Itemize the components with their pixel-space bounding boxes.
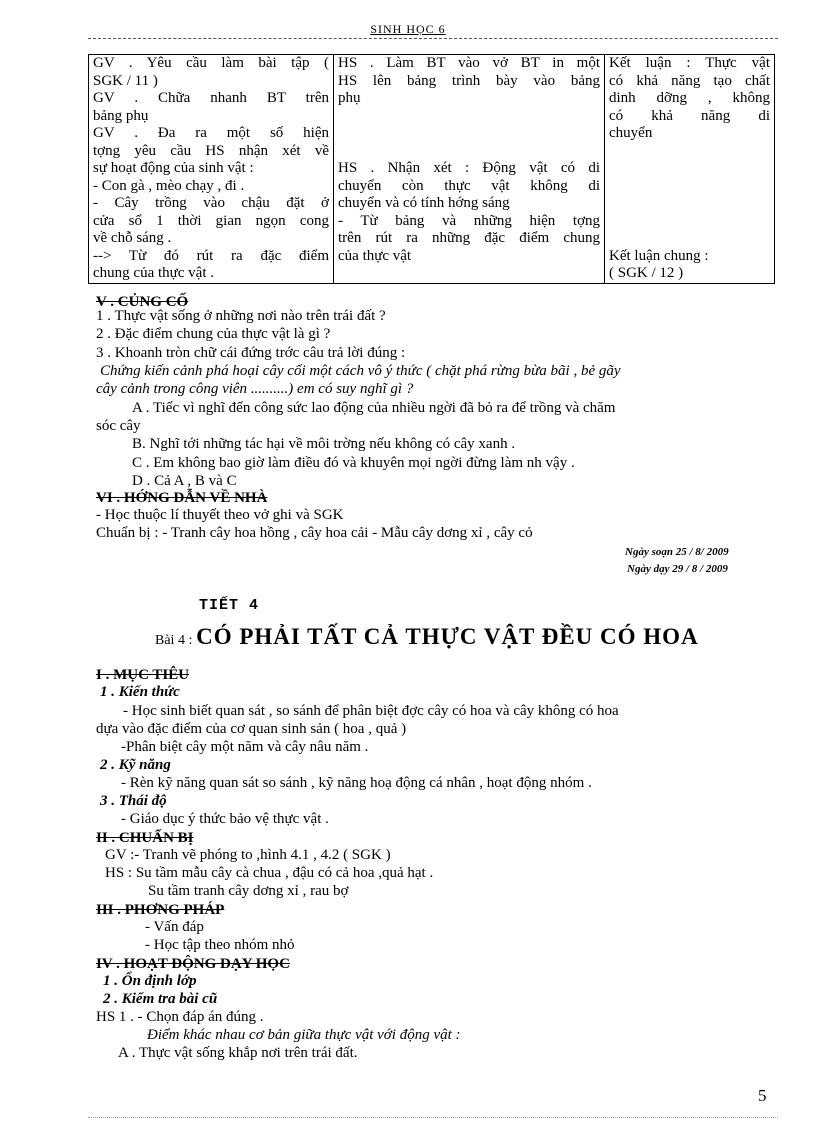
- cell-line: có khả năng tạo chất: [609, 72, 770, 89]
- section-ii-heading: II . CHUẨN BỊ: [96, 830, 194, 846]
- cell-line: có khả năng di: [609, 107, 770, 124]
- question-1: 1 . Thực vật sống ở những nơi nào trên trái đất ?: [96, 308, 386, 324]
- cell-line: phụ: [338, 90, 361, 106]
- prep-student-cont: Su tầm tranh cây dơng xỉ , rau bợ: [148, 883, 349, 899]
- cell-line: chuyển còn thực vật không di: [338, 177, 600, 194]
- answer-c: C . Em không bao giờ làm điều đó và khuyên mọi ngời đừng làm nh vậy .: [132, 455, 575, 471]
- cell-line: [609, 195, 770, 213]
- skills-item-1: - Rèn kỹ năng quan sát so sánh , kỹ năng hoạ động cá nhân , hoạt động nhóm .: [121, 775, 592, 791]
- student-activity-cell: [334, 55, 605, 284]
- answer-b: B. Nghĩ tới những tác hại về môi trờng nếu không có cây xanh .: [132, 436, 516, 452]
- check-question: Điểm khác nhau cơ bản giữa thực vật với động vật :: [147, 1027, 461, 1043]
- skills-heading: 2 . Kỹ năng: [100, 757, 171, 773]
- cell-line: [609, 213, 770, 231]
- cell-line: HS . Nhận xét : Động vật có di: [338, 160, 600, 176]
- section-iv-heading: IV . HOẠT ĐỘNG DẠY HỌC: [96, 956, 290, 972]
- section-iii-heading: III . PHƠNG PHÁP: [96, 902, 225, 918]
- question-2: 2 . Đặc điểm chung của thực vật là gì ?: [96, 326, 331, 342]
- question-3: 3 . Khoanh tròn chữ cái đứng trớc câu trả lời đúng :: [96, 345, 406, 361]
- activity-item-2: 2 . Kiểm tra bài cũ: [103, 991, 218, 1007]
- knowledge-item-1: - Học sinh biết quan sát , so sánh để phân biệt đợc cây có hoa và cây không có hoa: [123, 703, 619, 719]
- prep-student: HS : Su tầm mẫu cây cà chua , đậu có cả hoa ,quả hạt .: [105, 865, 434, 881]
- section-v-heading: V . CỦNG CỐ: [96, 294, 189, 310]
- cell-line: của thực vật: [338, 247, 412, 264]
- cell-line: trên rút ra những đặc điểm chung: [338, 230, 600, 246]
- cell-line: - Từ bảng và những hiện tợng: [338, 212, 600, 229]
- cell-line: [338, 108, 600, 126]
- check-hs1: HS 1 . - Chọn đáp án đúng .: [96, 1009, 264, 1025]
- attitude-item-1: - Giáo dục ý thức bảo vệ thực vật .: [121, 811, 329, 827]
- cell-line: HS lên bảng trình bày vào bảng: [338, 72, 600, 89]
- answer-a-cont: sóc cây: [96, 418, 141, 434]
- attitude-heading: 3 . Thái độ: [100, 793, 167, 809]
- cell-line: chung của thực vật .: [93, 265, 215, 281]
- cell-line: - Con gà , mèo chạy , đi .: [93, 177, 245, 194]
- footer-rule: [88, 1117, 778, 1118]
- cell-line: [609, 143, 770, 161]
- lesson-number: Bài 4 :: [155, 633, 193, 648]
- teacher-activity-cell: [89, 55, 334, 284]
- date-prepared: Ngày soạn 25 / 8/ 2009: [625, 546, 729, 558]
- page-header-title: SINH HỌC 6: [370, 22, 446, 36]
- cell-line: Kết luận : Thực vật: [609, 55, 770, 71]
- cell-line: - Cây trồng vào chậu đặt ở: [93, 195, 329, 211]
- cell-line: GV . Đa ra một số hiện: [93, 125, 329, 141]
- cell-line: SGK / 11 ): [93, 72, 158, 89]
- table-row: [89, 55, 775, 284]
- method-item-1: - Vấn đáp: [145, 919, 204, 935]
- activity-table: [88, 54, 775, 284]
- cell-line: sự hoạt động của sinh vật :: [93, 160, 254, 176]
- cell-line: [609, 160, 770, 178]
- knowledge-item-1-cont: dựa vào đặc điểm của cơ quan sinh sản ( hoa , quả ): [96, 721, 407, 737]
- cell-line: GV . Chữa nhanh BT trên: [93, 90, 329, 106]
- cell-line: --> Từ đó rút ra đặc điểm: [93, 247, 329, 264]
- activity-item-1: 1 . Ổn định lớp: [103, 973, 197, 989]
- section-i-heading: I . MỤC TIÊU: [96, 667, 190, 683]
- question-3-scenario-cont: cây cảnh trong công viên ..........) em có suy nghĩ gì ?: [96, 381, 414, 397]
- answer-a: A . Tiếc vì nghĩ đến công sức lao động của nhiều ngời đã bỏ ra để trồng và chăm: [132, 400, 616, 416]
- cell-line: Kết luận chung :: [609, 247, 709, 264]
- lesson-title-block: [155, 624, 699, 650]
- cell-line: dinh dỡng , không: [609, 90, 770, 106]
- cell-line: tợng yêu cầu HS nhận xét về: [93, 142, 329, 159]
- section-vi-heading: VI . HỚNG DẪN VỀ NHÀ: [96, 490, 268, 506]
- header-rule: [88, 38, 778, 39]
- cell-line: HS . Làm BT vào vở BT in một: [338, 55, 600, 71]
- cell-line: về chỗ sáng .: [93, 230, 172, 246]
- question-3-scenario: Chứng kiến cảnh phá hoại cây cối một cách vô ý thức ( chặt phá rừng bừa bãi , bẻ gãy: [100, 363, 621, 379]
- knowledge-item-2: -Phân biệt cây một năm và cây nâu năm .: [121, 739, 369, 755]
- lesson-period: TIẾT 4: [199, 597, 260, 614]
- lesson-title: CÓ PHẢI TẤT CẢ THỰC VẬT ĐỀU CÓ HOA: [196, 624, 699, 649]
- homework-line-2: Chuẩn bị : - Tranh cây hoa hồng , cây hoa cải - Mẫu cây dơng xỉ , cây cỏ: [96, 525, 533, 541]
- homework-line-1: - Học thuộc lí thuyết theo vở ghi và SGK: [96, 507, 344, 523]
- cell-line: [338, 125, 600, 143]
- knowledge-heading: 1 . Kiến thức: [100, 684, 180, 700]
- cell-line: [609, 230, 770, 248]
- cell-line: GV . Yêu cầu làm bài tập (: [93, 55, 329, 71]
- cell-line: cửa sổ 1 thời gian ngọn cong: [93, 212, 329, 229]
- conclusion-cell: [605, 55, 775, 284]
- answer-d: D . Cả A , B và C: [132, 473, 237, 489]
- prep-teacher: GV :- Tranh vẽ phóng to ,hình 4.1 , 4.2 ( SGK ): [105, 847, 391, 863]
- date-taught: Ngày dạy 29 / 8 / 2009: [627, 563, 728, 575]
- cell-line: chuyển và có tính hớng sáng: [338, 195, 510, 211]
- cell-line: bảng phụ: [93, 107, 149, 124]
- cell-line: [609, 178, 770, 196]
- cell-line: [338, 143, 600, 161]
- page-number: 5: [758, 1086, 767, 1105]
- check-answer-a: A . Thực vật sống khắp nơi trên trái đất.: [118, 1045, 358, 1061]
- cell-line: ( SGK / 12 ): [609, 265, 684, 281]
- method-item-2: - Học tập theo nhóm nhỏ: [145, 937, 295, 953]
- cell-line: chuyển: [609, 125, 653, 141]
